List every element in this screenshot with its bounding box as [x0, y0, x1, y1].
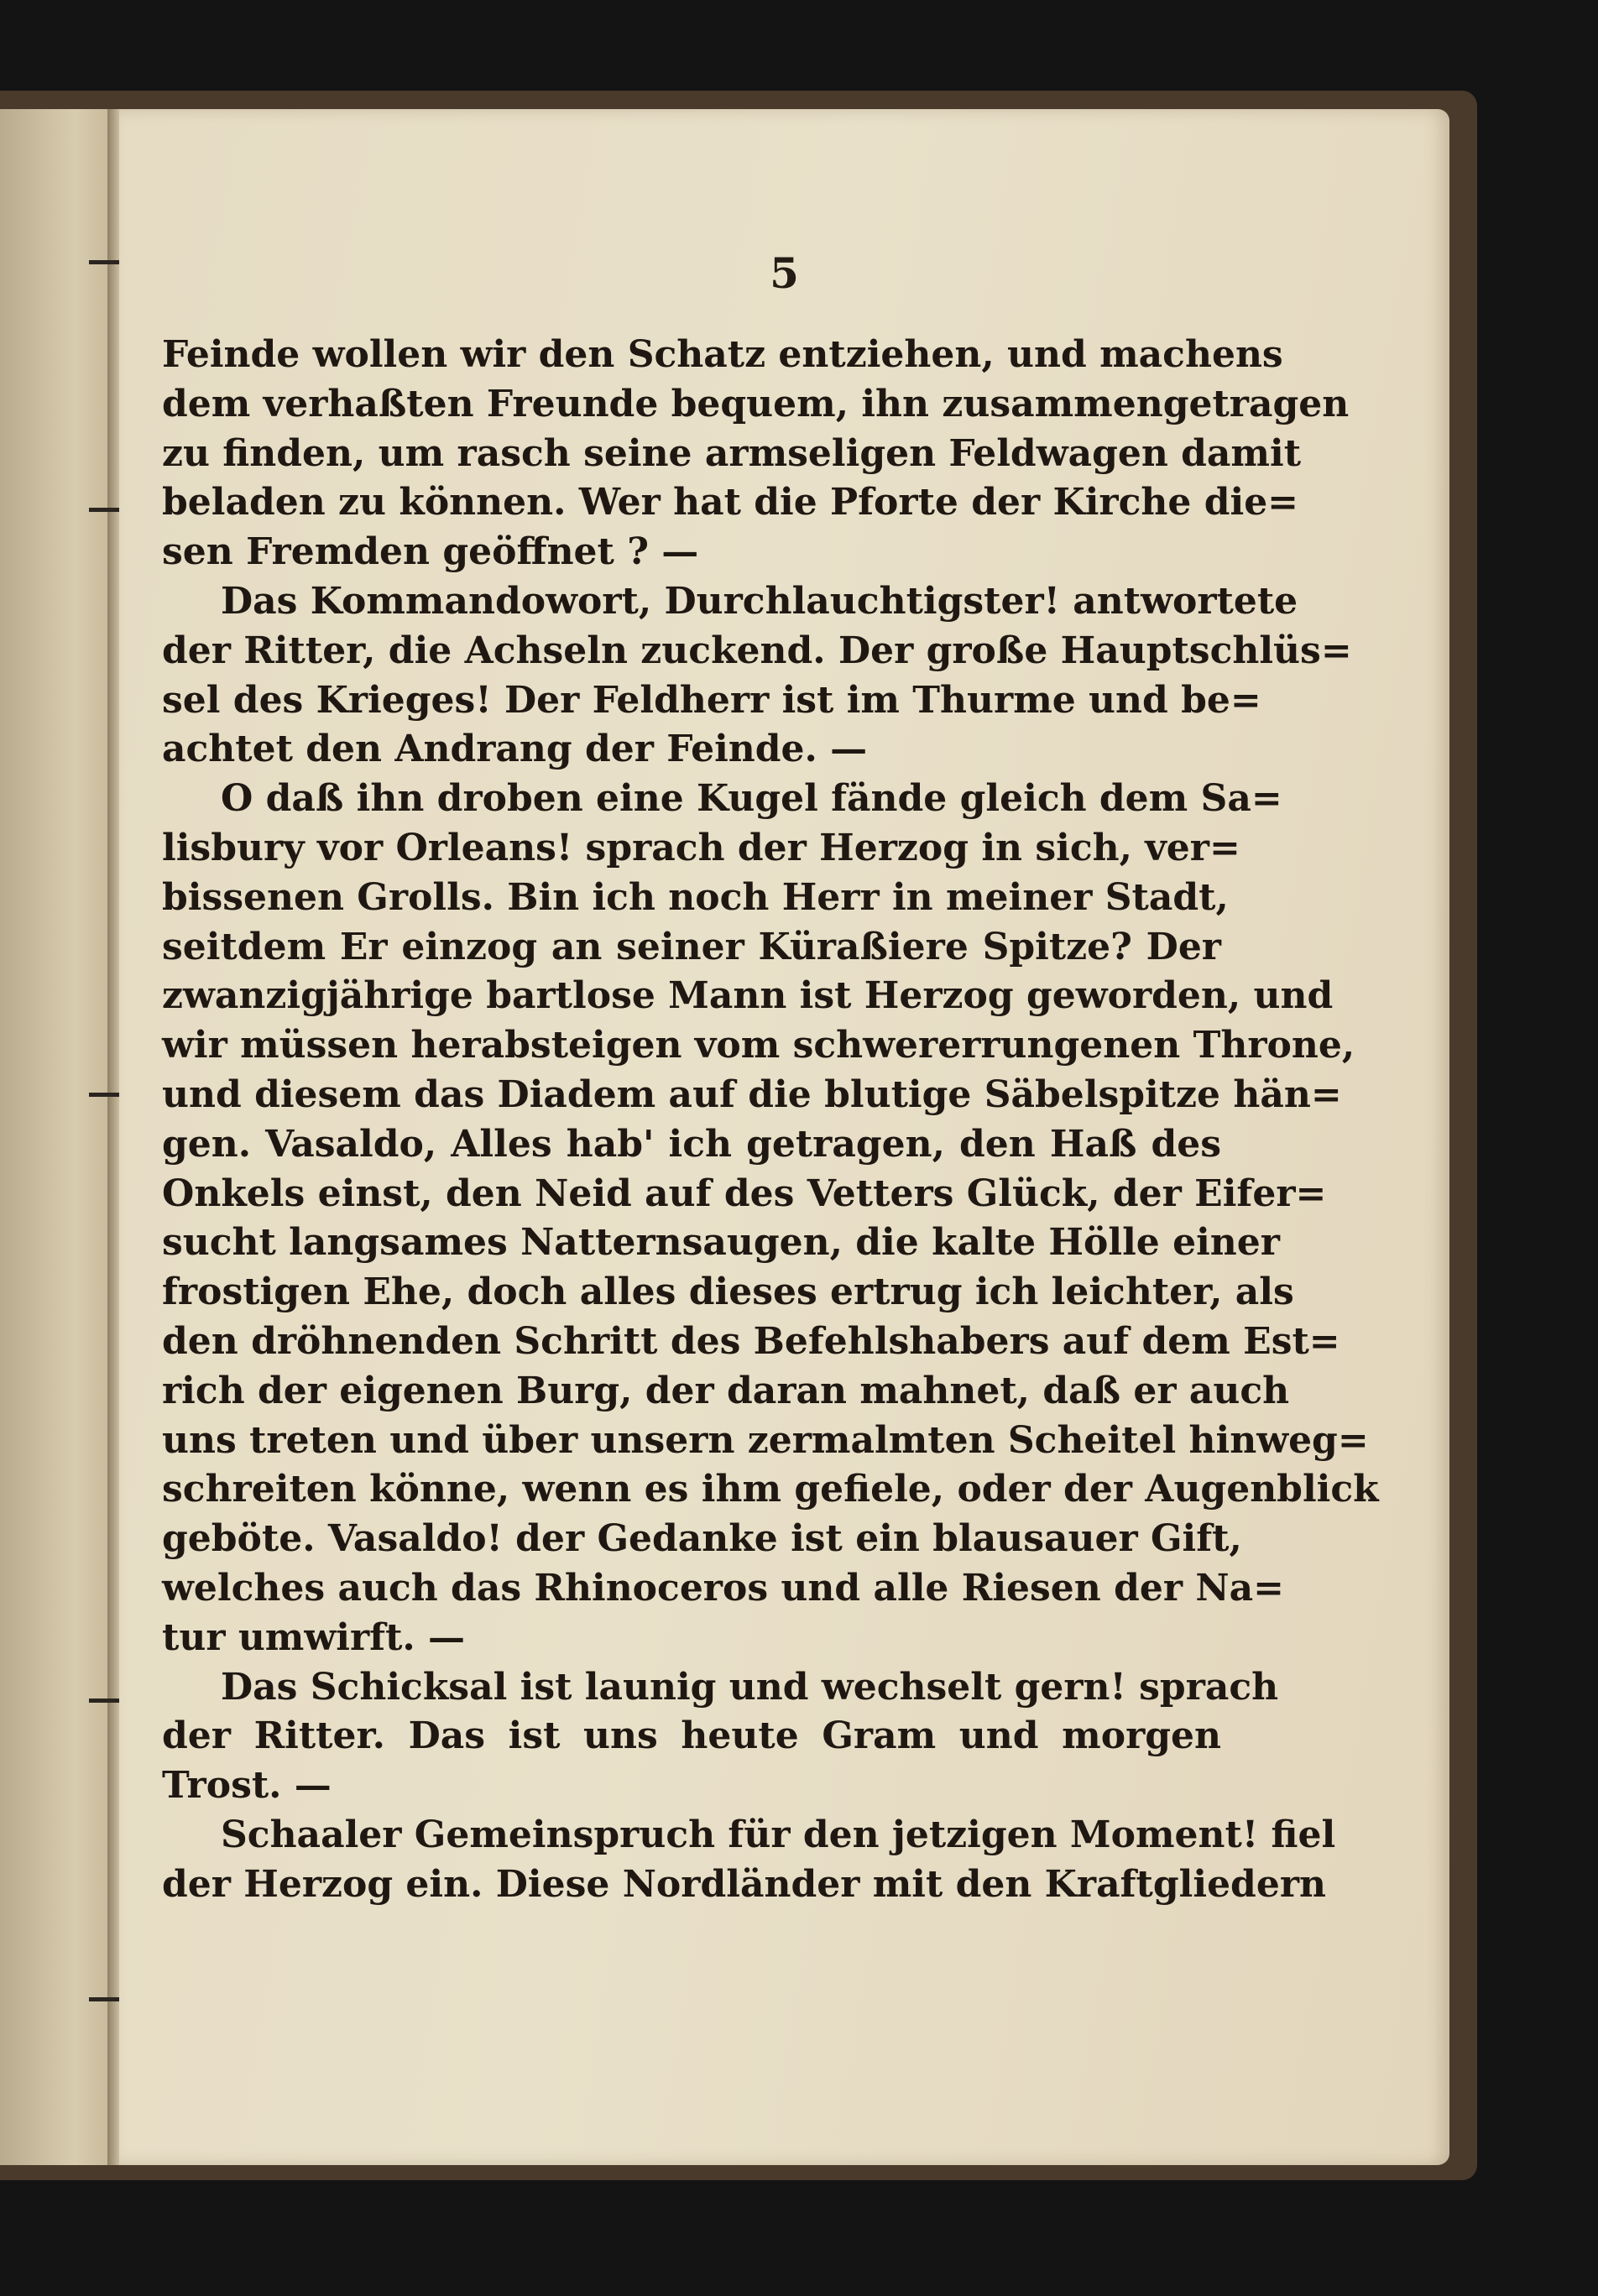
text-line: schreiten könne, wenn es ihm gefiele, oder der Augenblick: [162, 1468, 1379, 1511]
text-line: Onkels einst, den Neid auf des Vetters Glück, der Eifer=: [162, 1171, 1327, 1215]
text-line: bissenen Grolls. Bin ich noch Herr in meiner Stadt,: [162, 875, 1229, 919]
text-line: welches auch das Rhinoceros und alle Riesen der Na=: [162, 1566, 1284, 1610]
text-line: sucht langsames Natternsaugen, die kalte Hölle einer: [162, 1221, 1280, 1265]
text-line: lisbury vor Orleans! sprach der Herzog in sich, ver=: [162, 826, 1240, 869]
text-line: uns treten und über unsern zermalmten Scheitel hinweg=: [162, 1418, 1369, 1462]
page-text: [162, 331, 1379, 1910]
text-line: Feinde wollen wir den Schatz entziehen, und machens: [162, 333, 1283, 376]
text-line: frostigen Ehe, doch alles dieses ertrug ich leichter, als: [162, 1271, 1294, 1314]
text-line: wir müssen herabsteigen vom schwererrungenen Throne,: [162, 1024, 1355, 1067]
text-line: rich der eigenen Burg, der daran mahnet, daß er auch: [162, 1369, 1290, 1412]
page-number: 5: [770, 248, 799, 298]
page-gutter: [107, 109, 119, 2165]
text-line: tur umwirft. —: [162, 1615, 466, 1659]
text-line: beladen zu können. Wer hat die Pforte der Kirche die=: [162, 481, 1299, 524]
text-line: Das Kommandowort, Durchlauchtigster! antwortete: [221, 579, 1298, 623]
text-line: sel des Krieges! Der Feldherr ist im Thurme und be=: [162, 678, 1261, 722]
text-line: der Herzog ein. Diese Nordländer mit den Kraftgliedern: [162, 1862, 1326, 1906]
text-line: O daß ihn droben eine Kugel fände gleich dem Sa=: [221, 777, 1282, 821]
text-line: achtet den Andrang der Feinde. —: [162, 728, 868, 771]
text-line: zu finden, um rasch seine armseligen Feldwagen damit: [162, 431, 1302, 475]
text-line: und diesem das Diadem auf die blutige Säbelspitze hän=: [162, 1072, 1342, 1116]
text-line: Das Schicksal ist launig und wechselt gern! sprach: [221, 1665, 1279, 1709]
text-line: geböte. Vasaldo! der Gedanke ist ein blausauer Gift,: [162, 1517, 1242, 1561]
text-line: Schaaler Gemeinspruch für den jetzigen Moment! fiel: [221, 1813, 1336, 1856]
text-line: Trost. —: [162, 1764, 332, 1808]
text-line: sen Fremden geöffnet ? —: [162, 530, 699, 574]
text-line: seitdem Er einzog an seiner Küraßiere Spitze? Der: [162, 925, 1221, 968]
facing-page-edge: [0, 109, 107, 2165]
text-line: zwanzigjährige bartlose Mann ist Herzog geworden, und: [162, 974, 1334, 1018]
text-line: gen. Vasaldo, Alles hab' ich getragen, den Haß des: [162, 1122, 1221, 1166]
text-line: der Ritter. Das ist uns heute Gram und morgen: [162, 1714, 1221, 1758]
text-line: den dröhnenden Schritt des Befehlshabers auf dem Est=: [162, 1319, 1340, 1363]
text-line: dem verhaßten Freunde bequem, ihn zusammengetragen: [162, 382, 1350, 425]
text-line: der Ritter, die Achseln zuckend. Der große Hauptschlüs=: [162, 629, 1352, 672]
